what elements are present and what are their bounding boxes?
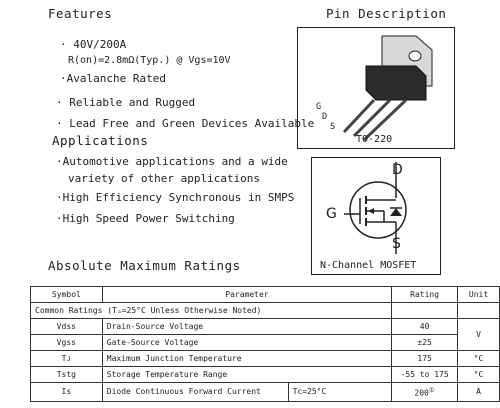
row-symbol: Vgss [31,335,103,351]
pin-description-heading: Pin Description [326,6,447,21]
table-row [31,383,500,402]
table-header-row [31,287,500,303]
header-symbol: Symbol [31,287,103,303]
row-rating: 40 [392,319,458,335]
pin-label-s: S [330,122,336,132]
row-unit: °C [458,351,500,367]
row-symbol: Vdss [31,319,103,335]
mosfet-source-label: S [392,236,401,252]
pin-label-d: D [322,112,328,122]
mosfet-symbol-box [311,157,441,275]
feature-lead-free: · Lead Free and Green Devices Available [56,117,315,130]
row-unit: V [458,319,500,351]
row-condition: Tc=25°C [288,383,392,402]
feature-avalanche: ·Avalanche Rated [60,72,166,85]
application-automotive-cont: variety of other applications [68,172,261,185]
table-row [31,335,500,351]
row-rating: 175 [392,351,458,367]
row-unit: °C [458,367,500,383]
row-parameter: Gate-Source Voltage [102,335,391,351]
feature-voltage-current: · 40V/200A [60,38,127,51]
features-heading: Features [48,6,113,21]
pin-label-g: G [316,102,322,112]
row-unit: A [458,383,500,402]
application-smps: ·High Efficiency Synchronous in SMPS [56,191,295,204]
row-parameter: Storage Temperature Range [102,367,391,383]
feature-rds: R(on)=2.8mΩ(Typ.) @ Vgs=10V [68,55,231,66]
row-parameter: Drain-Source Voltage [102,319,391,335]
mosfet-gate-label: G [326,206,337,222]
header-rating: Rating [392,287,458,303]
mosfet-drain-label: D [392,162,403,178]
to220-package-icon [298,28,454,148]
table-condition-row [31,303,500,319]
row-parameter: Maximum Junction Temperature [102,351,391,367]
header-parameter: Parameter [102,287,391,303]
row-symbol: Tᴊ [31,351,103,367]
footnote-marker: ① [428,386,435,394]
table-row [31,319,500,335]
applications-heading: Applications [52,133,149,148]
application-switching: ·High Speed Power Switching [56,212,235,225]
package-label: TO-220 [356,134,393,145]
ratings-heading: Absolute Maximum Ratings [48,258,241,273]
ratings-table [30,286,500,402]
pin-description-box [297,27,455,149]
header-unit: Unit [458,287,500,303]
table-row [31,351,500,367]
row-symbol: Is [31,383,103,402]
row-rating-value: 200 [414,388,429,398]
row-symbol: Tstg [31,367,103,383]
row-rating: ±25 [392,335,458,351]
mosfet-caption: N-Channel MOSFET [320,260,417,271]
table-row [31,367,500,383]
condition-text: Common Ratings (Tₐ=25°C Unless Otherwise Noted) [31,303,392,319]
row-rating [392,383,458,402]
row-rating: -55 to 175 [392,367,458,383]
feature-reliable: · Reliable and Rugged [56,96,196,109]
application-automotive: ·Automotive applications and a wide [56,155,288,168]
row-parameter: Diode Continuous Forward Current [102,383,288,402]
